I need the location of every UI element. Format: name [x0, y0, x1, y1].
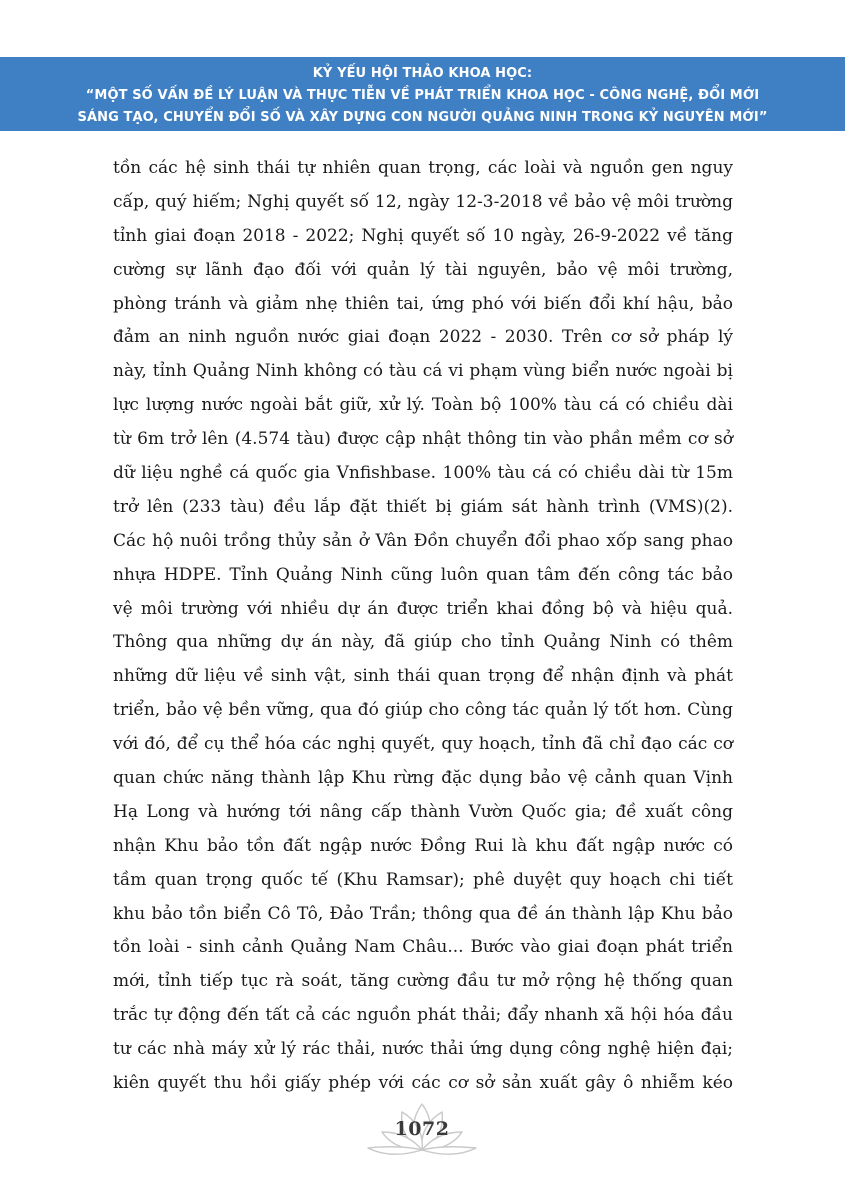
- text-line: với đó, để cụ thể hóa các nghị quyết, quy hoạch, tỉnh đã chỉ đạo các cơ: [113, 734, 733, 755]
- text-line: tỉnh giai đoạn 2018 - 2022; Nghị quyết số 10 ngày, 26-9-2022 về tăng: [113, 225, 733, 246]
- page-number: 1072: [394, 1118, 450, 1140]
- header-subtitle-line-2: SÁNG TẠO, CHUYỂN ĐỔI SỐ VÀ XÂY DỰNG CON NGƯỜI QUẢNG NINH TRONG KỶ NGUYÊN MỚI”: [77, 110, 768, 125]
- text-line: tồn loài - sinh cảnh Quảng Nam Châu... Bước vào giai đoạn phát triển: [113, 937, 733, 958]
- text-line: kiên quyết thu hồi giấy phép với các cơ sở sản xuất gây ô nhiễm kéo: [113, 1073, 733, 1094]
- text-line: nhận Khu bảo tồn đất ngập nước Đồng Rui là khu đất ngập nước có: [113, 835, 733, 856]
- text-line: những dữ liệu về sinh vật, sinh thái quan trọng để nhận định và phát: [113, 666, 733, 687]
- text-line: mới, tỉnh tiếp tục rà soát, tăng cường đầu tư mở rộng hệ thống quan: [113, 971, 733, 992]
- header-band: [0, 57, 845, 131]
- header-title: KỶ YẾU HỘI THẢO KHOA HỌC:: [312, 66, 533, 81]
- text-line: từ 6m trở lên (4.574 tàu) được cập nhật thông tin vào phần mềm cơ sở: [113, 429, 733, 450]
- text-line: lực lượng nước ngoài bắt giữ, xử lý. Toàn bộ 100% tàu cá có chiều dài: [113, 395, 733, 416]
- text-line: tồn các hệ sinh thái tự nhiên quan trọng, các loài và nguồn gen nguy: [113, 158, 733, 178]
- text-line: trắc tự động đến tất cả các nguồn phát thải; đẩy nhanh xã hội hóa đầu: [113, 1005, 733, 1026]
- text-line: tư các nhà máy xử lý rác thải, nước thải ứng dụng công nghệ hiện đại;: [113, 1039, 733, 1060]
- text-line: triển, bảo vệ bền vững, qua đó giúp cho công tác quản lý tốt hơn. Cùng: [113, 700, 733, 721]
- text-line: quan chức năng thành lập Khu rừng đặc dụng bảo vệ cảnh quan Vịnh: [113, 768, 733, 789]
- text-line: dữ liệu nghề cá quốc gia Vnfishbase. 100% tàu cá có chiều dài từ 15m: [113, 463, 733, 484]
- text-line: này, tỉnh Quảng Ninh không có tàu cá vi phạm vùng biển nước ngoài bị: [113, 361, 733, 382]
- text-line: nhựa HDPE. Tỉnh Quảng Ninh cũng luôn quan tâm đến công tác bảo: [113, 564, 733, 585]
- text-line: Các hộ nuôi trồng thủy sản ở Vân Đồn chuyển đổi phao xốp sang phao: [113, 530, 733, 551]
- text-line: trở lên (233 tàu) đều lắp đặt thiết bị giám sát hành trình (VMS)(2).: [113, 496, 733, 517]
- text-line: vệ môi trường với nhiều dự án được triển khai đồng bộ và hiệu quả.: [113, 598, 733, 619]
- text-line: tầm quan trọng quốc tế (Khu Ramsar); phê duyệt quy hoạch chi tiết: [113, 869, 733, 890]
- text-line: phòng tránh và giảm nhẹ thiên tai, ứng phó với biến đổi khí hậu, bảo: [113, 293, 733, 314]
- text-line: cường sự lãnh đạo đối với quản lý tài nguyên, bảo vệ môi trường,: [113, 259, 733, 280]
- text-line: khu bảo tồn biển Cô Tô, Đảo Trần; thông qua đề án thành lập Khu bảo: [113, 903, 733, 924]
- body-paragraph: [113, 152, 733, 1101]
- page-footer: [362, 1100, 482, 1160]
- text-line: Hạ Long và hướng tới nâng cấp thành Vườn Quốc gia; đề xuất công: [113, 801, 733, 822]
- text-line: đảm an ninh nguồn nước giai đoạn 2022 - 2030. Trên cơ sở pháp lý: [113, 327, 733, 348]
- header-subtitle-line-1: “MỘT SỐ VẤN ĐỀ LÝ LUẬN VÀ THỰC TIỄN VỀ PHÁT TRIỂN KHOA HỌC - CÔNG NGHỆ, ĐỔI MỚI: [85, 88, 760, 103]
- text-line: Thông qua những dự án này, đã giúp cho tỉnh Quảng Ninh có thêm: [113, 632, 733, 653]
- text-line: cấp, quý hiếm; Nghị quyết số 12, ngày 12-3-2018 về bảo vệ môi trường: [113, 191, 733, 212]
